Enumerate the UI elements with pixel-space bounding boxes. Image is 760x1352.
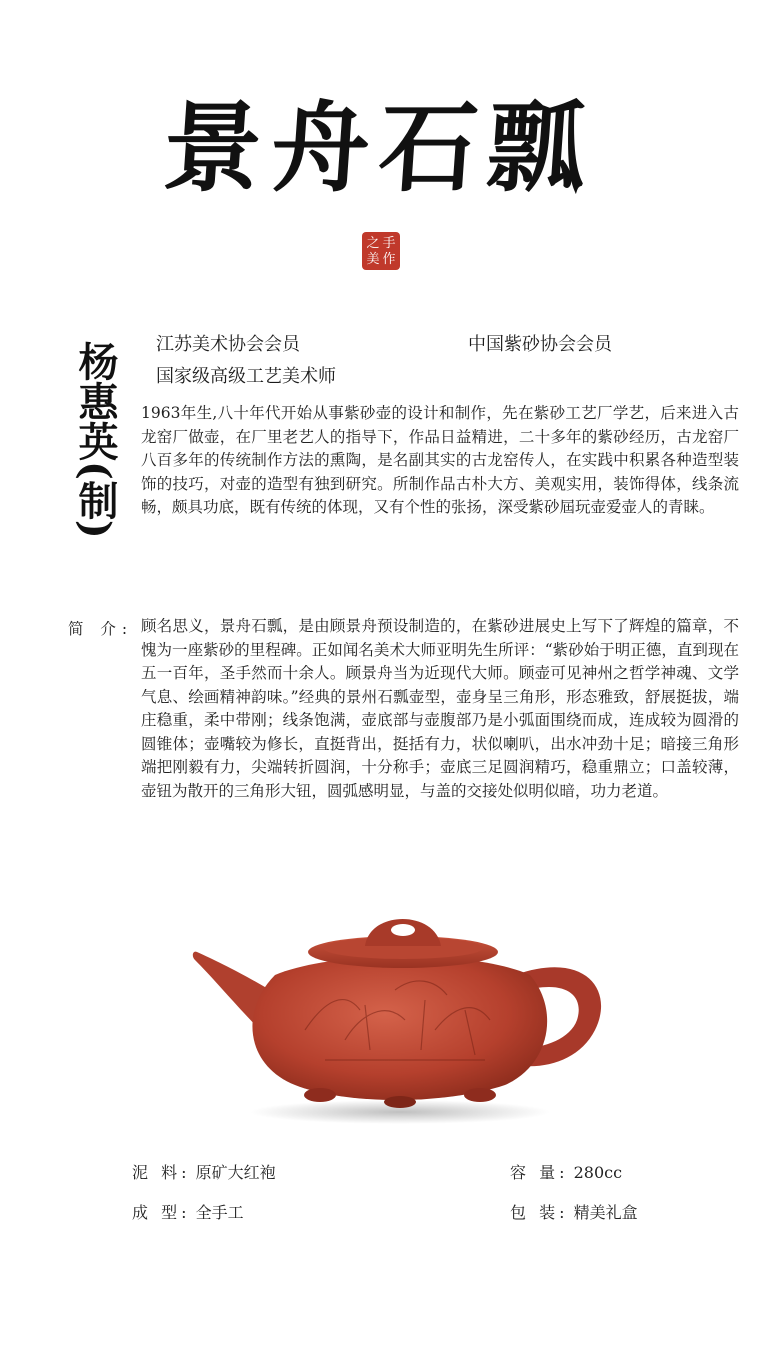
spec-packaging-label: 包 装:	[510, 1203, 569, 1222]
teapot-knob-hole	[391, 924, 415, 936]
seal-stamp	[362, 232, 400, 270]
seal-char: 作	[382, 251, 396, 267]
spec-clay-label: 泥 料:	[132, 1163, 191, 1182]
spec-capacity	[510, 1160, 622, 1183]
spec-clay	[132, 1160, 276, 1183]
membership-title: 国家级高级工艺美术师	[156, 366, 336, 387]
spec-packaging-value: 精美礼盒	[573, 1203, 638, 1222]
teapot-foot-left	[304, 1088, 336, 1102]
membership-jiangsu: 江苏美术协会会员	[156, 334, 300, 355]
spec-forming-value: 全手工	[195, 1203, 244, 1222]
spec-packaging	[510, 1200, 638, 1223]
membership-china: 中国紫砂协会会员	[468, 334, 612, 355]
spec-capacity-label: 容 量:	[510, 1163, 569, 1182]
teapot-body	[252, 956, 547, 1100]
page-title: 景舟石瓢	[159, 91, 600, 206]
teapot-foot-center	[384, 1096, 416, 1108]
spec-capacity-value: 280cc	[573, 1163, 623, 1182]
seal-char: 手	[382, 235, 396, 251]
artist-bio: 1963年生,八十年代开始从事紫砂壶的设计和制作，先在紫砂工艺厂学艺，后来进入古龙窑厂做壶，在厂里老艺人的指导下，作品日益精进，二十多年的紫砂经历，古龙窑厂八百多年的传统制作方法的熏陶，是名副其实的古龙窑传人，在实践中积累各种造型装饰的技巧，对壶的造型有独到研究。所制作品古朴大方、美观实用，装饰得体，线条流畅，颇具功底，既有传统的体现，又有个性的张扬，深受紫砂屆玩壶爱壶人的青睐。	[141, 404, 739, 516]
seal-char: 之	[366, 235, 380, 251]
teapot-illustration	[185, 880, 615, 1130]
spec-forming-label: 成 型:	[132, 1203, 191, 1222]
intro-text: 顾名思义，景舟石瓢，是由顾景舟预设制造的，在紫砂进展史上写下了辉煌的篇章，不愧为一座紫砂的里程碑。正如闻名美术大师亚明先生所评：“紫砂始于明正德，直到现在五一百年，圣手然而十余人。顾景舟当为近现代大师。顾壶可见神州之哲学神魂、文学气息、绘画精神韵味。”经典的景州石瓢壶型，壶身呈三角形，形态雅致，舒展挺拔，端庄稳重，柔中带刚；线条饱满，壶底部与壶腹部乃是小弧面围绕而成，连成较为圆滑的圆锥体；壶嘴较为修长，直挺背出，挺括有力，状似喇叭，出水冲劲十足；暗接三角形端把刚毅有力，尖端转折圆润，十分称手；壶底三足圆润精巧，稳重鼎立；口盖较薄，壶钮为散开的三角形大钮，圆弧感明显，与盖的交接处似明似暗，功力老道。	[141, 617, 739, 800]
intro-label: 简 介:	[68, 620, 134, 638]
teapot-foot-right	[464, 1088, 496, 1102]
teapot-image	[185, 880, 615, 1130]
spec-clay-value: 原矿大红袍	[195, 1163, 276, 1182]
seal-char: 美	[366, 251, 380, 267]
artist-name: 杨惠英(制)	[72, 341, 119, 539]
spec-forming	[132, 1200, 244, 1223]
